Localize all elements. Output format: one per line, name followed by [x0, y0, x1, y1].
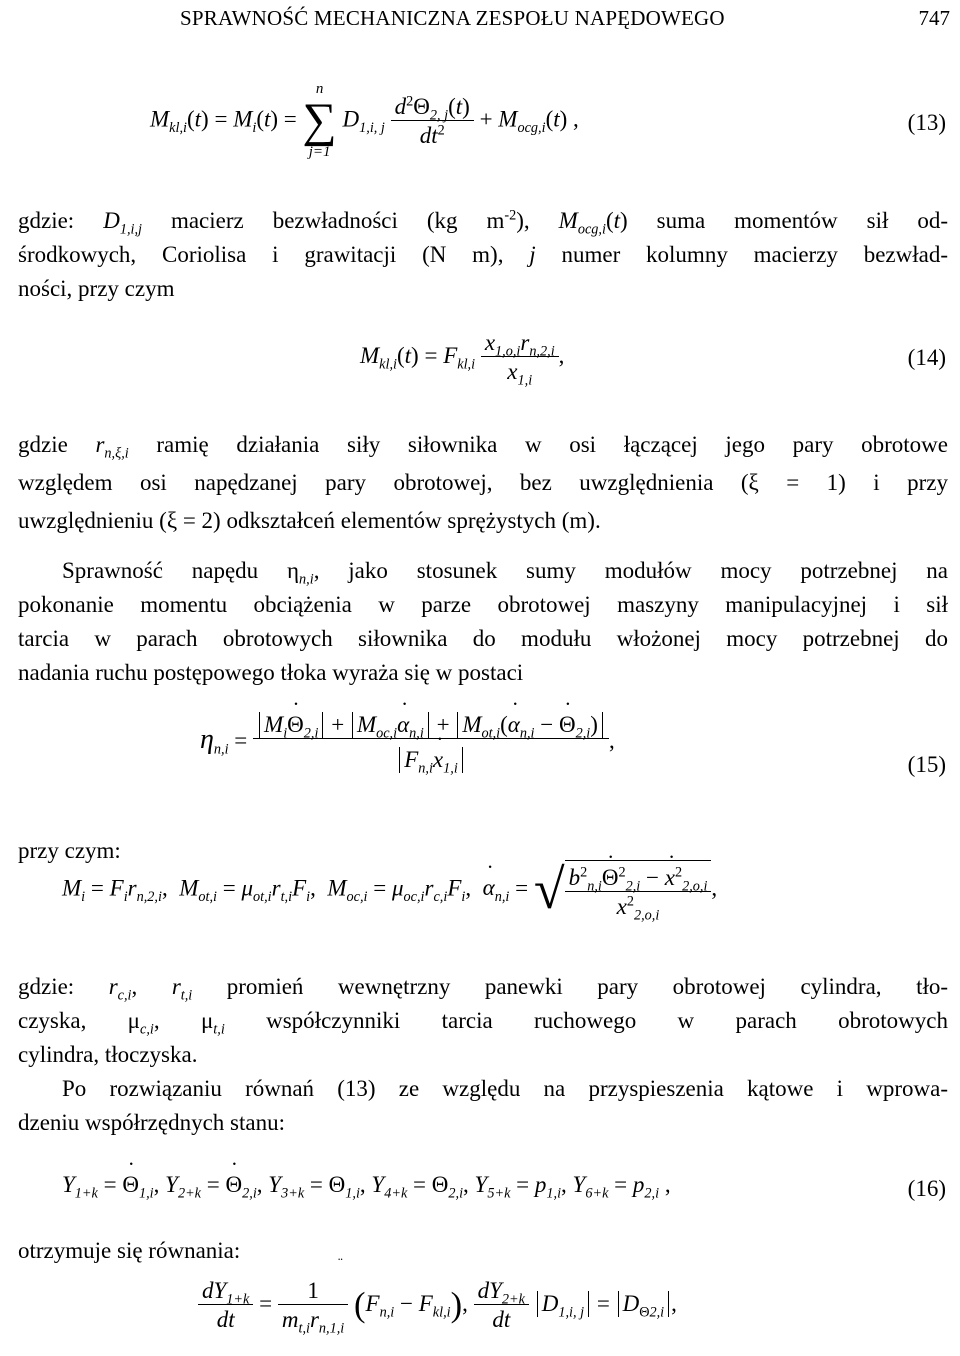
square-root: √ $\frac{b^2_{n,i}˙ \Theta^2_{2,i} - ˙ x^2_{2,o,i}}{x^2_{2,o,i}}$ [534, 858, 712, 922]
paragraph-1-line-3: ności, przy czym [18, 276, 175, 301]
equation-15-number: (15) [907, 752, 946, 777]
paragraph-2-line-3: uwzględnieniu (ξ = 2) odkształceń elementów sprężystych (m). [18, 508, 601, 533]
paragraph-5-line-1: Po rozwiązaniu równań (13) ze względu na przyspieszenia kątowe i wprowa- [62, 1076, 948, 1101]
sum-symbol: n ∑ j=1 [302, 81, 337, 160]
fraction-dY1-dt: $\frac{dY_{1+k}}{dt}$ [198, 1278, 253, 1333]
equation-15: $\eta_{n,i}$ = $M_i˙$ $\Theta_{2,i}$ + $M_{oc,i}˙$ $\alpha_{n,i}$ + $M_{ot,i}(˙$ $\alpha_{n,i}$ − ˙ $\Theta_{2,i}$) $F_{n,i}˙$ $x_{1,i}$ , [200, 712, 760, 773]
definitions-row: $M_i = F_ir_{n,2,i}$, $M_{ot,i} = \mu_{ot,i}r_{t,i}F_i$, $M_{oc,i} = \mu_{oc,i}r_{c,i}F_i$, ˙ $\alpha_{n,i}$ = √ $\frac{b^2_{n,i}˙ \Theta^2_{2,i} - ˙ x^2_{2,o,i}}{x^2_{2,o,i}}$ , [62, 858, 922, 922]
paragraph-5-line-2: dzeniu współrzędnych stanu: [18, 1110, 285, 1135]
paragraph-5 [18, 1072, 948, 1140]
equation-16: $Y_{1+k}$ = ˙ $\Theta_{1,i}$, $Y_{2+k}$ = ˙ $\Theta_{2,i}$, $Y_{3+k} = \Theta_{1,i}$, $Y_{4+k} = \Theta_{2,i}$, $Y_{5+k} = p_{1,i}$, $Y_{6+k} = p_{2,i}$ , [62, 1172, 862, 1198]
paragraph-1-line-2: środkowych, Coriolisa i grawitacji (N m), j numer kolumny macierzy bezwład- [18, 242, 948, 267]
paragraph-3-line-1: Sprawność napędu $\eta_{n,i}$, jako stosunek sumy modułów mocy potrzebnej na [62, 558, 949, 588]
paragraph-2 [18, 426, 948, 540]
paragraph-3-line-2: pokonanie momentu obciążenia w parze obrotowej maszyny manipulacyjnej i sił [18, 592, 948, 617]
paragraph-3-line-4: nadania ruchu postępowego tłoka wyraża się w postaci [18, 660, 524, 685]
equation-14-number: (14) [907, 345, 946, 370]
fraction-d2theta-dt2: $\frac{d^2\Theta_{2, j}(t)}{dt^2}$ [391, 94, 474, 149]
fraction-dY2-dt: $\frac{dY_{2+k}}{dt}$ [474, 1278, 529, 1333]
equation-16-number: (16) [907, 1176, 946, 1201]
paragraph-2-line-1: gdzie $r_{n,\xi,i}$ ramię działania siły siłownika w osi łączącej jego pary obrotowe [18, 432, 948, 462]
paragraph-1 [18, 204, 948, 306]
fraction-efficiency: $M_i˙$ $\Theta_{2,i}$ + $M_{oc,i}˙$ $\alpha_{n,i}$ + $M_{ot,i}(˙$ $\alpha_{n,i}$ − ˙ $\Theta_{2,i}$) $F_{n,i}˙$ $x_{1,i}$ [253, 712, 609, 773]
header-title: SPRAWNOŚĆ MECHANICZNA ZESPOŁU NAPĘDOWEGO [180, 6, 725, 30]
equation-13: $M_{kl,i}(t) = M_i(t)$ = n ∑ j=1 $D_{1,i, j}$ $\frac{d^2\Theta_{2, j}(t)}{dt^2}$ + $M_{ocg,i}(t)$ , [150, 81, 579, 160]
paragraph-4-line-2: czyska, $\mu_{c,i}$, $\mu_{t,i}$ współczynniki tarcia ruchowego w parach obrotowych [18, 1008, 948, 1038]
equation-14: $M_{kl,i}(t) = F_{kl,i}$ $\frac{x_{1,o,i}r_{n,2,i}}{x_{1,i}}$ , [360, 330, 565, 389]
fraction-x-r-over-x: $\frac{x_{1,o,i}r_{n,2,i}}{x_{1,i}}$ [481, 330, 559, 385]
otrzymuje-label: otrzymuje się równania: [18, 1238, 241, 1263]
page-number: 747 [918, 6, 950, 30]
paragraph-2-line-2: względem osi napędzanej pary obrotowej, bez uwzględnienia (ξ = 1) i przy [18, 470, 948, 495]
equation-13-number: (13) [907, 110, 946, 135]
equation-17-partial: $\frac{dY_{1+k}}{dt}$ = $\frac{1}{m_{t,i}r_{n,1,i}}$ $(F_{n,i} - F_{kl,i})$, $\frac{dY_{2+k}}{dt}$ $D_{1,i, j}$ = D¨ $_{\Theta 2,i}$ , [198, 1278, 898, 1333]
przy-czym-label: przy czym: [18, 838, 121, 863]
fraction-1-over-m-r: $\frac{1}{m_{t,i}r_{n,1,i}}$ [278, 1278, 348, 1333]
paragraph-3-line-3: tarcia w parach obrotowych siłownika do modułu włożonej mocy potrzebnej do [18, 626, 948, 651]
paragraph-4 [18, 970, 948, 1072]
paragraph-4-line-1: gdzie: $r_{c,i}$, $r_{t,i}$ promień wewnętrzny panewki pary obrotowej cylindra, tło- [18, 974, 949, 1004]
paragraph-1-line-1: gdzie: $D_{1,i,j}$ macierz bezwładności (kg $m^{-2}$), $M_{ocg,i}(t)$ suma momentów sił od- [18, 207, 949, 238]
paragraph-3 [18, 554, 948, 690]
paragraph-4-line-3: cylindra, tłoczyska. [18, 1042, 198, 1067]
